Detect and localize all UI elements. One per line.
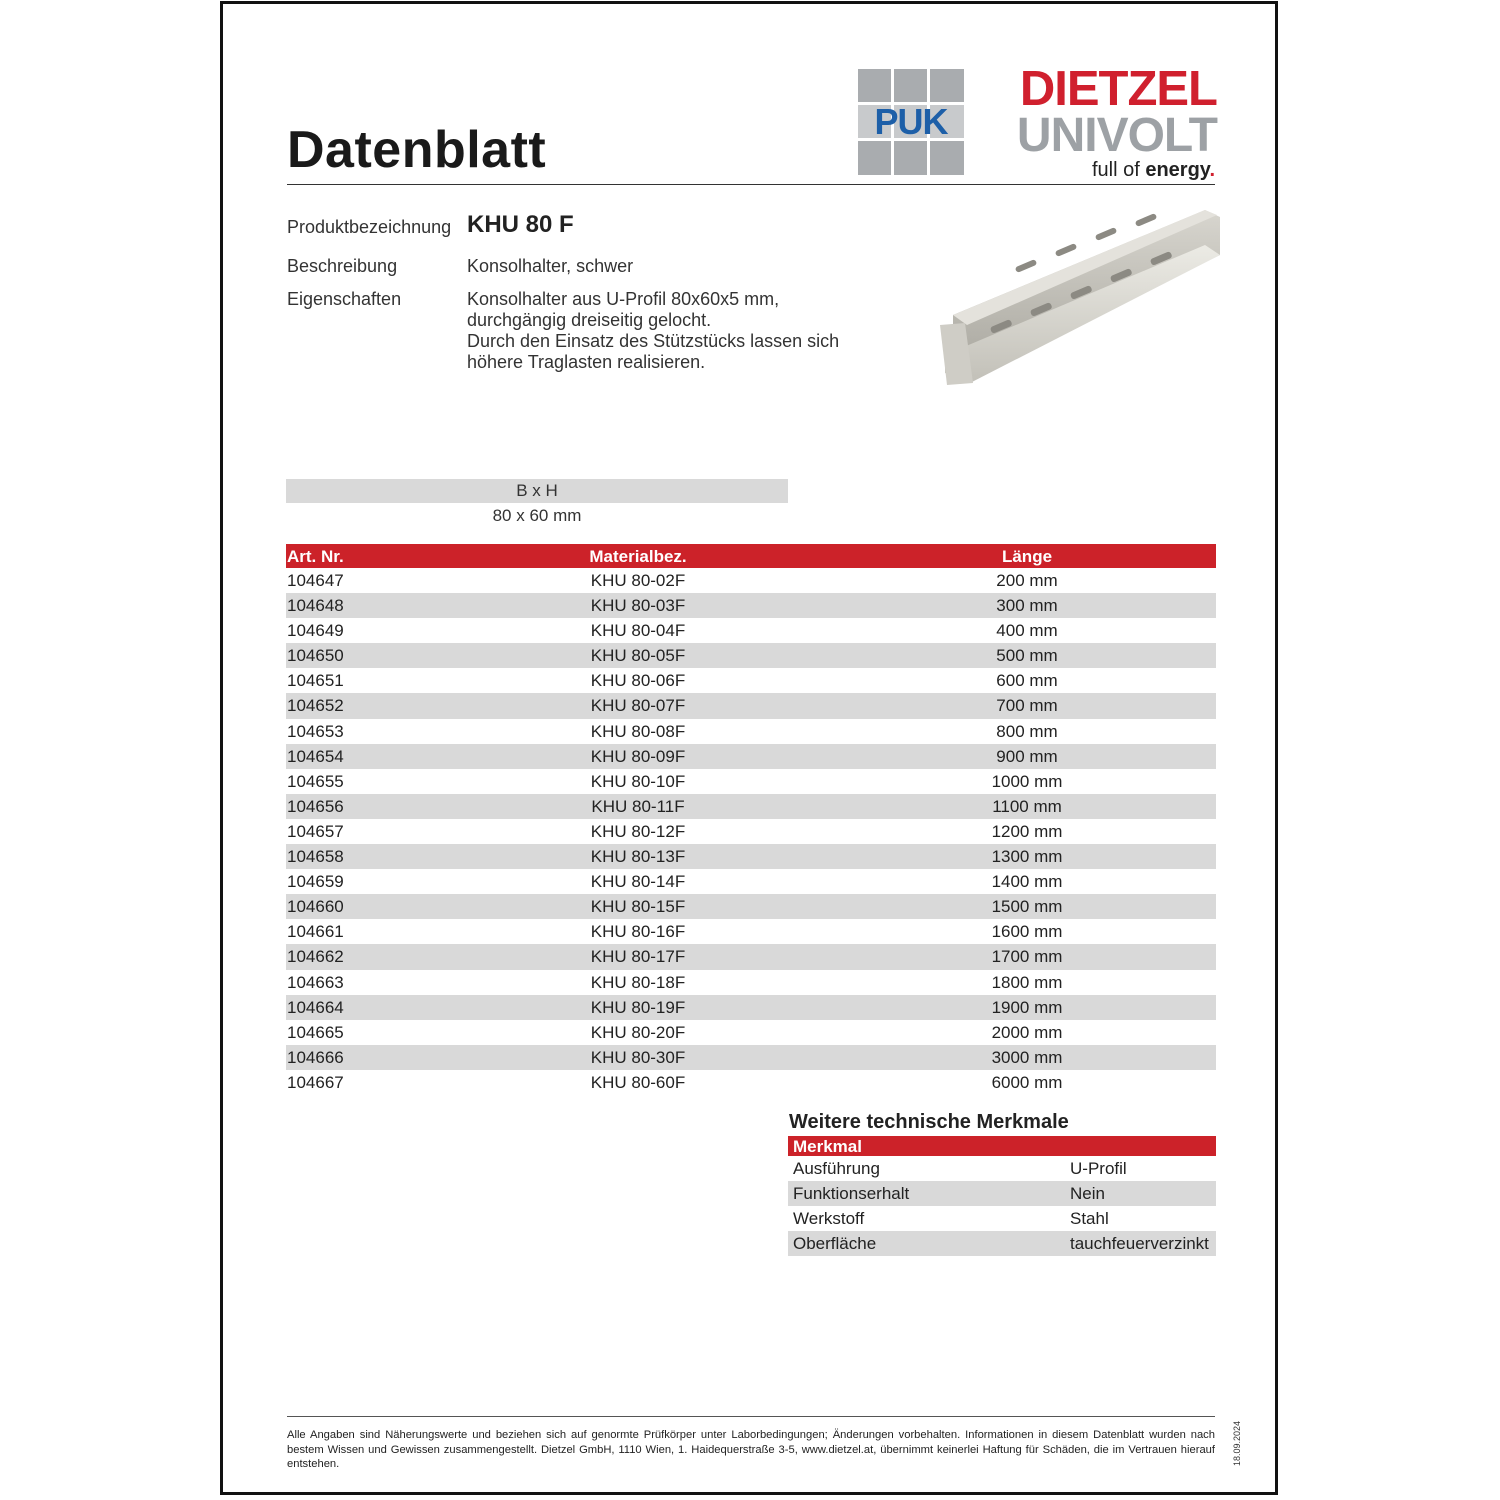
table-row (286, 593, 1216, 618)
table-row (286, 970, 1216, 995)
table-row (286, 869, 1216, 894)
material-cell: KHU 80-13F (590, 847, 686, 867)
feature-value: tauchfeuerverzinkt (1070, 1234, 1209, 1254)
material-cell: KHU 80-04F (590, 621, 686, 641)
art-nr-cell: 104649 (287, 621, 344, 641)
material-cell: KHU 80-18F (590, 972, 686, 992)
length-cell: 300 mm (996, 596, 1058, 616)
length-cell: 1100 mm (992, 796, 1062, 816)
art-nr-cell: 104652 (287, 696, 344, 716)
length-cell: 1900 mm (991, 997, 1063, 1017)
material-cell: KHU 80-30F (590, 1047, 686, 1067)
puk-logo (858, 69, 964, 175)
table-row (286, 643, 1216, 668)
properties-label: Eigenschaften (287, 289, 402, 309)
material-cell: KHU 80-07F (590, 696, 686, 716)
articles-table (286, 544, 1216, 1095)
material-cell: KHU 80-60F (590, 1072, 686, 1092)
material-cell: KHU 80-03F (590, 596, 686, 616)
art-nr-cell: 104648 (287, 596, 344, 616)
properties-line: höhere Traglasten realisieren. (467, 352, 706, 372)
art-nr-cell: 104659 (287, 872, 344, 892)
material-cell: KHU 80-14F (590, 872, 686, 892)
product-name-label: Produktbezeichnung (287, 217, 452, 237)
tagline-bold: energy (1145, 159, 1210, 181)
length-cell: 900 mm (996, 746, 1058, 766)
tagline-dot: . (1209, 159, 1215, 181)
art-nr-cell: 104664 (287, 997, 344, 1017)
table-row (286, 618, 1216, 643)
feature-name: Werkstoff (793, 1209, 865, 1229)
table-row (286, 844, 1216, 869)
material-cell: KHU 80-11F (591, 796, 685, 816)
art-nr-cell: 104654 (287, 746, 344, 766)
footer-disclaimer: Alle Angaben sind Näherungswerte und beziehen sich auf genormte Prüfkörper unter Laborbedingungen; Änderungen vorbehalten. Informationen in diesem Datenblatt wurden nach bestem Wissen und Gewissen zusammengestellt. Dietzel GmbH, 1110 Wien, 1. Haidequerstraße 3-5, www.dietzel.at, übernimmt keinerlei Haftung für Schäden, die im Vertrauen hierauf entstehen. (287, 1429, 1215, 1470)
length-cell: 1300 mm (991, 847, 1063, 867)
product-image (935, 205, 1220, 395)
logo-tagline (1014, 158, 1215, 182)
length-cell: 200 mm (996, 571, 1058, 590)
footer-divider (287, 1416, 1215, 1417)
table-row (286, 794, 1216, 819)
features-title: Weitere technische Merkmale (789, 1111, 1069, 1133)
table-row (286, 568, 1216, 593)
length-cell: 1700 mm (991, 947, 1063, 967)
table-row (286, 995, 1216, 1020)
art-nr-cell: 104661 (287, 922, 344, 942)
product-name: KHU 80 F (467, 211, 574, 238)
length-cell: 800 mm (996, 721, 1058, 741)
feature-value: Nein (1070, 1184, 1105, 1204)
properties-line: Durch den Einsatz des Stützstücks lassen sich (467, 331, 840, 351)
articles-table-body (286, 568, 1216, 1095)
table-row (286, 744, 1216, 769)
length-cell: 700 mm (996, 696, 1058, 716)
length-cell: 6000 mm (991, 1072, 1063, 1092)
material-cell: KHU 80-15F (590, 897, 686, 917)
material-cell: KHU 80-02F (590, 571, 686, 590)
features-table (788, 1136, 1216, 1256)
feature-row (788, 1156, 1216, 1181)
art-nr-cell: 104660 (287, 897, 344, 917)
table-row (286, 693, 1216, 718)
art-nr-cell: 104657 (287, 821, 344, 841)
length-cell: 1000 mm (991, 771, 1063, 791)
table-row (286, 1070, 1216, 1095)
dimensions-header: B x H (286, 479, 788, 503)
table-row (286, 919, 1216, 944)
feature-row (788, 1231, 1216, 1256)
length-cell: 1600 mm (991, 922, 1063, 942)
table-row (286, 819, 1216, 844)
art-nr-cell: 104667 (287, 1072, 344, 1092)
length-cell: 3000 mm (991, 1047, 1063, 1067)
feature-name: Oberfläche (793, 1234, 877, 1254)
length-cell: 500 mm (996, 646, 1058, 666)
length-cell: 400 mm (996, 621, 1058, 641)
title-divider (287, 184, 1215, 185)
length-cell: 1800 mm (991, 972, 1063, 992)
length-cell: 1500 mm (991, 897, 1063, 917)
dimensions-value: 80 x 60 mm (492, 506, 582, 525)
art-nr-cell: 104655 (287, 771, 344, 791)
table-row (286, 668, 1216, 693)
feature-value: U-Profil (1070, 1159, 1127, 1178)
col-header-material: Materialbez. (589, 547, 687, 566)
feature-row (788, 1181, 1216, 1206)
material-cell: KHU 80-19F (590, 997, 686, 1017)
properties-line: Konsolhalter aus U-Profil 80x60x5 mm, (467, 289, 780, 309)
articles-table-header (286, 544, 1216, 568)
material-cell: KHU 80-16F (590, 922, 686, 942)
properties-line: durchgängig dreiseitig gelocht. (467, 310, 712, 330)
material-cell: KHU 80-12F (590, 821, 686, 841)
features-body (788, 1156, 1216, 1256)
dietzel-logo-text: DIETZEL (1019, 62, 1217, 116)
feature-value: Stahl (1070, 1209, 1109, 1229)
art-nr-cell: 104650 (287, 646, 344, 666)
table-row (286, 719, 1216, 744)
features-header: Merkmal (788, 1136, 1216, 1156)
material-cell: KHU 80-05F (590, 646, 686, 666)
length-cell: 600 mm (996, 671, 1058, 691)
page-title: Datenblatt (287, 121, 547, 179)
art-nr-cell: 104665 (287, 1022, 344, 1042)
length-cell: 2000 mm (991, 1022, 1063, 1042)
document-date: 18.09.2024 (1232, 1420, 1242, 1466)
art-nr-cell: 104656 (287, 796, 344, 816)
material-cell: KHU 80-06F (590, 671, 686, 691)
table-row (286, 1020, 1216, 1045)
art-nr-cell: 104658 (287, 847, 344, 867)
col-header-art-nr: Art. Nr. (287, 547, 344, 566)
art-nr-cell: 104663 (287, 972, 344, 992)
material-cell: KHU 80-09F (590, 746, 686, 766)
art-nr-cell: 104653 (287, 721, 344, 741)
art-nr-cell: 104651 (287, 671, 344, 691)
table-row (286, 1045, 1216, 1070)
table-row (286, 894, 1216, 919)
table-row (286, 769, 1216, 794)
feature-row (788, 1206, 1216, 1231)
properties-value (467, 289, 839, 373)
table-row (286, 944, 1216, 969)
art-nr-cell: 104662 (287, 947, 344, 967)
feature-name: Funktionserhalt (793, 1184, 910, 1204)
tagline-prefix: full of (1091, 159, 1146, 181)
col-header-length: Länge (1001, 547, 1053, 566)
feature-name: Ausführung (793, 1159, 880, 1178)
univolt-logo-text: UNIVOLT (1016, 109, 1217, 162)
art-nr-cell: 104647 (287, 571, 344, 590)
material-cell: KHU 80-17F (590, 947, 686, 967)
length-cell: 1400 mm (991, 872, 1063, 892)
art-nr-cell: 104666 (287, 1047, 344, 1067)
material-cell: KHU 80-08F (590, 721, 686, 741)
puk-logo-text: PUK (874, 101, 948, 142)
description-label: Beschreibung (287, 256, 398, 276)
length-cell: 1200 mm (991, 821, 1063, 841)
material-cell: KHU 80-20F (590, 1022, 686, 1042)
material-cell: KHU 80-10F (590, 771, 686, 791)
description-value: Konsolhalter, schwer (467, 256, 634, 276)
